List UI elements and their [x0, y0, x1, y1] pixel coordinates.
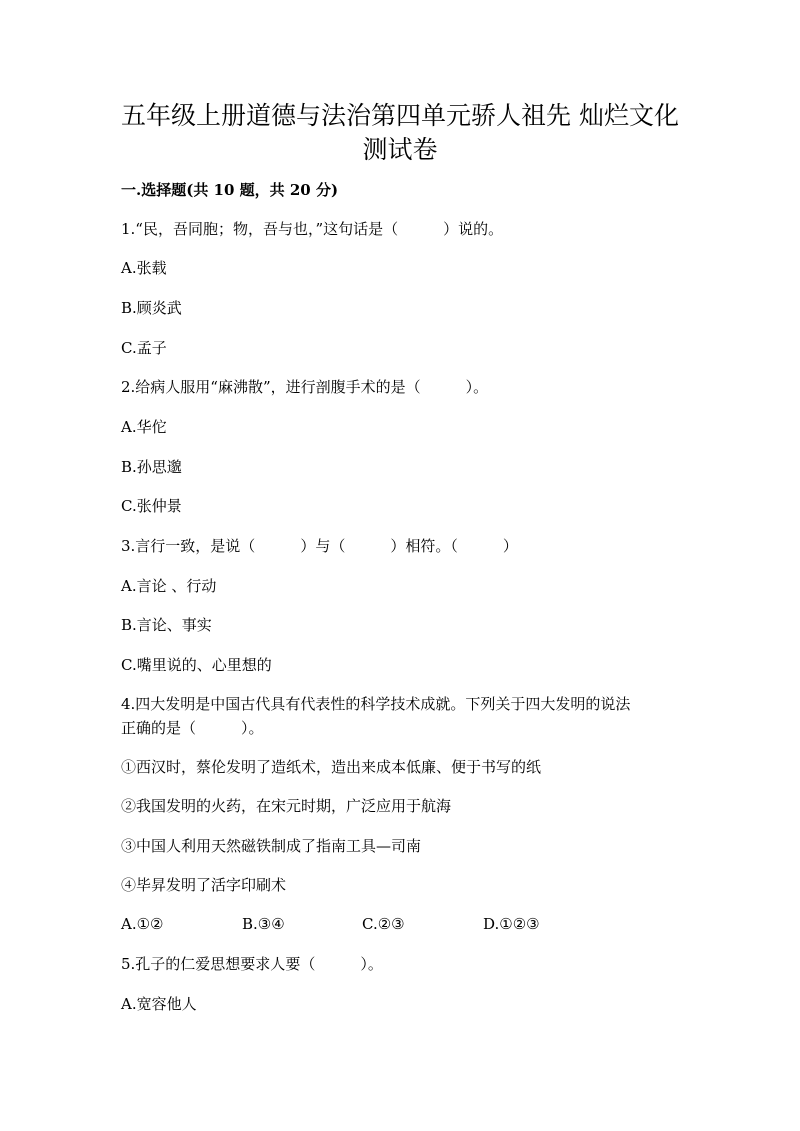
- question-3-option-c: C.嘴里说的、心里想的: [121, 656, 272, 674]
- question-4-stem-line-1: 4.四大发明是中国古代具有代表性的科学技术成就。下列关于四大发明的说法: [121, 695, 631, 713]
- question-4-options: [121, 914, 681, 934]
- question-1-option-b: B.顾炎武: [121, 299, 182, 317]
- question-2-option-a: A.华佗: [121, 418, 167, 436]
- exam-title-line-1: 五年级上册道德与法治第四单元骄人祖先 灿烂文化: [121, 101, 679, 130]
- question-4-statement-1: ①西汉时，蔡伦发明了造纸术，造出来成本低廉、便于书写的纸: [121, 758, 542, 776]
- question-4-stem-line-2: 正确的是（ ）。: [121, 719, 264, 737]
- question-4-option-b: B.③④: [242, 915, 285, 933]
- question-3-option-b: B.言论、事实: [121, 616, 212, 634]
- question-1-stem: 1.“民，吾同胞；物，吾与也，”这句话是（ ）说的。: [121, 220, 504, 238]
- question-3-stem: 3.言行一致，是说（ ）与（ ）相符。（ ）: [121, 537, 518, 555]
- question-4-statement-3: ③中国人利用天然磁铁制成了指南工具—司南: [121, 837, 422, 855]
- question-5-stem: 5.孔子的仁爱思想要求人要（ ）。: [121, 955, 383, 973]
- question-4-option-a: A.①②: [121, 915, 164, 933]
- question-4-option-d: D.①②③: [483, 915, 540, 933]
- question-1-option-a: A.张载: [121, 259, 167, 277]
- question-4-statement-2: ②我国发明的火药，在宋元时期，广泛应用于航海: [121, 797, 452, 815]
- question-2-option-b: B.孙思邈: [121, 458, 182, 476]
- question-1-option-c: C.孟子: [121, 339, 167, 357]
- section-heading: 一.选择题(共 10 题，共 20 分): [121, 181, 339, 199]
- question-2-stem: 2.给病人服用“麻沸散”，进行剖腹手术的是（ ）。: [121, 378, 489, 396]
- question-3-option-a: A.言论 、行动: [121, 577, 217, 595]
- question-4-statement-4: ④毕昇发明了活字印刷术: [121, 876, 287, 894]
- question-4-option-c: C.②③: [362, 915, 405, 933]
- question-5-option-a: A.宽容他人: [121, 995, 197, 1013]
- exam-title-line-2: 测试卷: [362, 135, 438, 164]
- question-2-option-c: C.张仲景: [121, 497, 182, 515]
